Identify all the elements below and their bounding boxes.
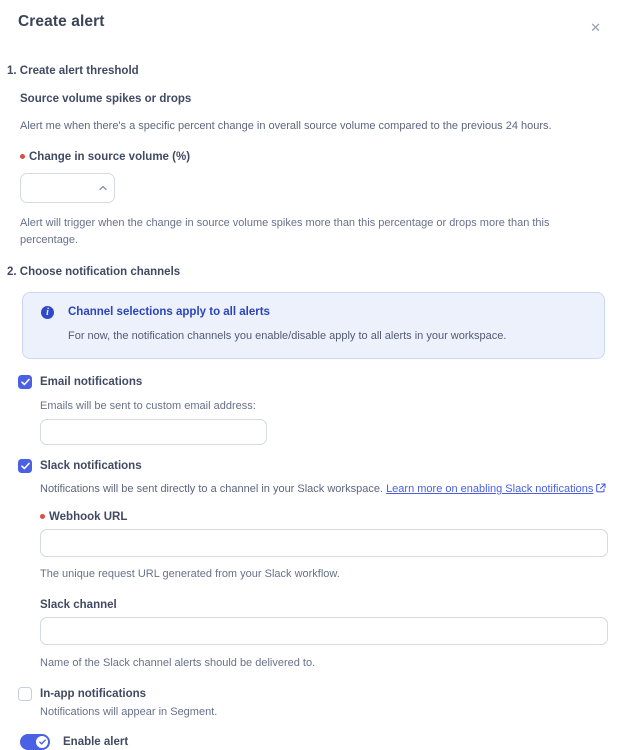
slack-notifications-row[interactable] (18, 459, 627, 473)
section-2-number: 2. (7, 265, 17, 278)
required-marker (40, 514, 45, 519)
check-icon (21, 378, 30, 386)
change-volume-label: Change in source volume (%) (20, 151, 608, 163)
stepper-up-icon[interactable] (99, 185, 107, 190)
email-notifications-row[interactable] (18, 375, 627, 389)
in-app-notifications-label[interactable]: In-app notifications (40, 687, 147, 700)
slack-description: Notifications will be sent directly to a channel in your Slack workspace. Learn more on enabling Slack notifications (40, 481, 608, 499)
email-notifications-checkbox[interactable] (18, 375, 32, 389)
webhook-url-input[interactable] (40, 529, 608, 557)
slack-channel-helper: Name of the Slack channel alerts should be delivered to. (40, 656, 316, 669)
slack-channel-label: Slack channel (40, 598, 117, 611)
webhook-url-helper: The unique request URL generated from your Slack workflow. (40, 567, 340, 580)
info-banner-title-row (41, 306, 588, 319)
email-address-input[interactable] (40, 419, 267, 445)
modal-title: Create alert (18, 13, 105, 30)
section-2-heading: 2. Choose notification channels (7, 265, 181, 278)
section-1-heading: 1. Create alert threshold (7, 65, 139, 77)
check-icon (39, 739, 46, 745)
info-banner (22, 292, 605, 360)
email-notifications-label[interactable]: Email notifications (40, 376, 143, 389)
section-1-number: 1. (7, 65, 17, 77)
info-icon: i (41, 306, 54, 319)
required-marker (20, 154, 25, 159)
alert-type-description: Alert me when there's a specific percent change in overall source volume compared to the previous 24 hours. (20, 120, 552, 132)
section-1-content (20, 93, 608, 249)
change-volume-helper: Alert will trigger when the change in source volume spikes more than this percentage or drops more than this percentage. (20, 216, 550, 246)
in-app-helper: Notifications will appear in Segment. (40, 705, 218, 718)
change-volume-field-wrap (20, 173, 115, 203)
modal-header (0, 0, 627, 40)
enable-alert-row[interactable] (20, 734, 627, 750)
in-app-content (40, 704, 608, 721)
slack-learn-more-link[interactable]: Learn more on enabling Slack notifications (386, 483, 594, 496)
info-banner-title: Channel selections apply to all alerts (68, 306, 270, 319)
in-app-notifications-checkbox[interactable] (18, 687, 32, 701)
info-banner-body: For now, the notification channels you enable/disable apply to all alerts in your workspace. (68, 329, 507, 342)
webhook-url-label: Webhook URL (40, 511, 608, 523)
alert-type-subheading: Source volume spikes or drops (20, 93, 192, 105)
enable-alert-toggle[interactable] (20, 734, 50, 750)
toggle-knob (36, 736, 48, 748)
check-icon (21, 462, 30, 470)
slack-notifications-checkbox[interactable] (18, 459, 32, 473)
slack-notifications-label[interactable]: Slack notifications (40, 460, 142, 473)
slack-content (40, 481, 608, 672)
email-content (40, 398, 608, 445)
in-app-notifications-row[interactable] (18, 687, 627, 701)
external-link-icon[interactable] (596, 482, 606, 499)
enable-alert-label[interactable]: Enable alert (63, 735, 129, 748)
slack-channel-input[interactable] (40, 617, 608, 645)
email-field-label: Emails will be sent to custom email address: (40, 400, 256, 413)
close-icon[interactable]: ✕ (590, 20, 601, 35)
